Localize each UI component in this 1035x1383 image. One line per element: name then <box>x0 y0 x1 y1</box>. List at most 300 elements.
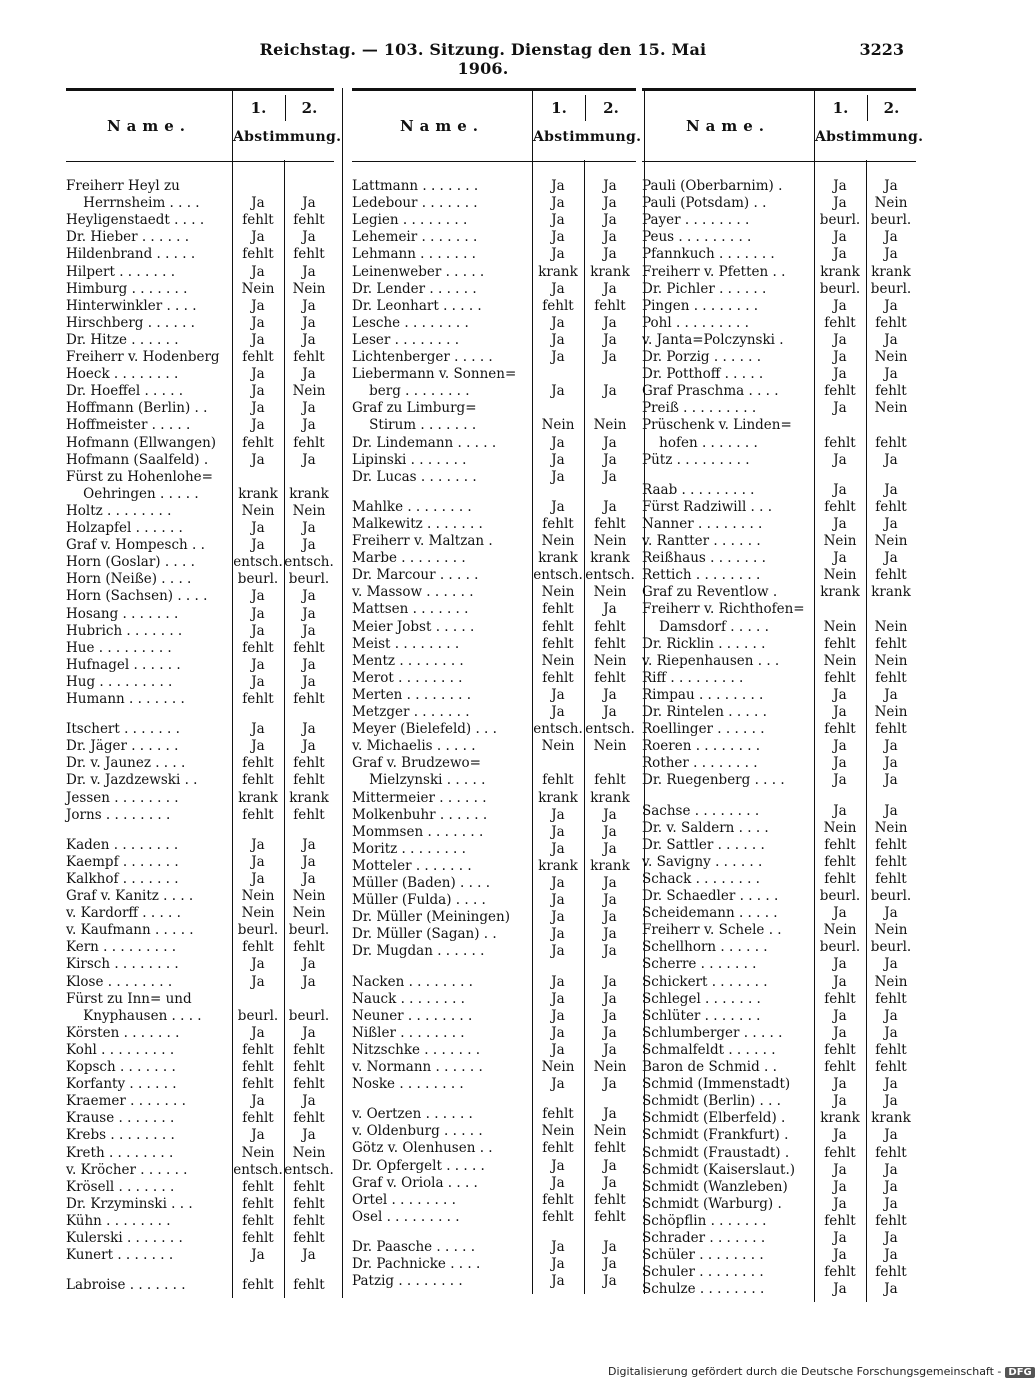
table-row <box>66 974 334 991</box>
table-row <box>642 1145 916 1162</box>
table-header <box>352 88 642 162</box>
table-row <box>642 991 916 1008</box>
vote-1-value: fehlt <box>824 314 856 331</box>
member-name: Körsten . . . . . . . <box>66 1024 180 1041</box>
table-row <box>66 383 334 400</box>
table-row <box>352 567 636 584</box>
vote-1-value: Nein <box>241 280 275 297</box>
vote-2-value: fehlt <box>293 639 325 656</box>
vote-2-value: Ja <box>884 1178 898 1195</box>
vote-1-value: Ja <box>551 875 565 891</box>
vote-1-value: fehlt <box>824 1144 856 1161</box>
vote-1-value: Ja <box>251 656 265 673</box>
vote-2-value: Ja <box>884 550 898 567</box>
vote-1-value: Ja <box>251 229 265 246</box>
table-row <box>66 623 334 640</box>
table-row <box>352 790 636 807</box>
vote-2-value: Ja <box>603 1007 617 1024</box>
table-row <box>352 991 636 1008</box>
vote-1-value: Ja <box>251 297 265 314</box>
vote-1-value: Ja <box>251 1247 265 1264</box>
table-row <box>642 1093 916 1110</box>
table-row <box>352 584 636 601</box>
vote-1-value: Ja <box>251 1127 265 1144</box>
member-name: Dr. Potthoff . . . . . <box>642 366 764 383</box>
member-name: Kühn . . . . . . . . <box>66 1212 171 1229</box>
vote-2-value: Ja <box>884 331 898 348</box>
vote-2-value: Ja <box>884 686 898 703</box>
vote-2-value: Ja <box>884 772 898 789</box>
member-name: Schuler . . . . . . . . <box>642 1264 764 1281</box>
vote-1-value: Ja <box>833 178 847 194</box>
member-name: v. Michaelis . . . . . <box>352 738 476 755</box>
member-name: Leinenweber . . . . . <box>352 263 485 280</box>
vote-2-value: Ja <box>603 840 617 857</box>
member-name: Dr. Hitze . . . . . . <box>66 331 179 348</box>
vote-2-value: Ja <box>302 1247 316 1264</box>
vote-1-value: fehlt <box>242 806 274 823</box>
vote-2-value: Ja <box>884 451 898 468</box>
vote-2-value: Ja <box>884 905 898 922</box>
vote-1-value: Nein <box>241 502 275 519</box>
member-name: Graf Praschma . . . . <box>642 383 779 400</box>
member-name: Dr. v. Jaunez . . . . <box>66 755 186 772</box>
table-row <box>352 435 636 452</box>
table-row <box>642 922 916 939</box>
table-row <box>352 229 636 246</box>
vote-2-value: krank <box>590 263 630 280</box>
vote-2-value: fehlt <box>875 870 907 887</box>
vote-2-value: Ja <box>302 195 316 212</box>
member-name: Nauck . . . . . . . . <box>352 990 465 1007</box>
vote-2-value: Nein <box>874 195 908 212</box>
table-row <box>66 1230 334 1247</box>
table-row <box>352 755 636 772</box>
vote-1-value: fehlt <box>242 1110 274 1127</box>
table-row <box>66 738 334 755</box>
table-row <box>642 1196 916 1213</box>
vote-1-value: beurl. <box>237 1007 279 1024</box>
vote-1-value: Nein <box>541 533 575 549</box>
member-name: Hoeck . . . . . . . . <box>66 366 179 383</box>
vote-2-value: beurl. <box>870 888 912 904</box>
vote-1-value: beurl. <box>237 571 279 588</box>
member-name: berg . . . . . . . . <box>352 383 470 400</box>
vote-2-header: 2. <box>883 99 900 117</box>
vote-2-value: Nein <box>593 1059 627 1075</box>
vote-2-value: Ja <box>603 892 617 909</box>
vote-1-value: fehlt <box>542 772 574 789</box>
member-name: Dr. Opfergelt . . . . . <box>352 1157 485 1174</box>
member-name: Horn (Sachsen) . . . . <box>66 588 208 605</box>
vote-2-value: Ja <box>603 383 617 400</box>
member-name: Dr. Ruegenberg . . . . <box>642 772 785 789</box>
member-name: Marbe . . . . . . . . <box>352 550 466 567</box>
table-row <box>642 246 916 263</box>
vote-1-value: Ja <box>551 1076 565 1093</box>
table-row <box>642 298 916 315</box>
vote-1-value: Ja <box>833 956 847 973</box>
vote-2-value: fehlt <box>293 1212 325 1229</box>
vote-1-value: fehlt <box>824 1212 856 1229</box>
table-row <box>642 332 916 349</box>
vote-2-value: Ja <box>302 417 316 434</box>
vote-2-value: Nein <box>874 349 908 365</box>
vote-2-value: Ja <box>603 280 617 297</box>
member-name: Freiherr v. Pfetten . . <box>642 263 786 280</box>
vote-1-value: Ja <box>251 400 265 417</box>
table-row <box>642 1059 916 1076</box>
member-name: Mattsen . . . . . . . <box>352 601 469 618</box>
table-row <box>352 1123 636 1140</box>
vote-2-value: Nein <box>593 652 627 669</box>
table-row <box>642 820 916 837</box>
vote-2-value: Nein <box>292 905 326 922</box>
table-row <box>66 905 334 922</box>
table-row <box>352 619 636 636</box>
vote-1-value: Nein <box>823 533 857 549</box>
vote-2-value: Ja <box>302 973 316 990</box>
member-name: Schlumberger . . . . . <box>642 1024 783 1041</box>
vote-1-value: Ja <box>251 383 265 400</box>
table-row <box>352 858 636 875</box>
table-row <box>352 926 636 943</box>
vote-numbers <box>815 99 917 123</box>
table-row <box>642 383 916 400</box>
member-name: Schmidt (Kaiserslaut.) <box>642 1161 796 1178</box>
vote-2-value: fehlt <box>594 1208 626 1225</box>
table-row <box>66 1179 334 1196</box>
vote-2-value: Nein <box>593 417 627 434</box>
table-row <box>642 1110 916 1127</box>
vote-2-value: Ja <box>603 1238 617 1255</box>
table-row <box>352 1256 636 1273</box>
member-name: Kaden . . . . . . . . <box>66 836 179 853</box>
vote-1-value: fehlt <box>542 1191 574 1208</box>
vote-1-value: fehlt <box>242 639 274 656</box>
dfg-logo: DFG <box>1005 1367 1034 1378</box>
table-row <box>66 264 334 281</box>
member-name: v. Oldenburg . . . . . <box>352 1123 483 1140</box>
table-row <box>66 657 334 674</box>
vote-1-value: fehlt <box>824 836 856 853</box>
name-column-header: Name. <box>106 117 192 135</box>
vote-2-value: fehlt <box>875 836 907 853</box>
table-row <box>642 366 916 383</box>
table-row <box>66 854 334 871</box>
vote-1-value: Nein <box>541 1059 575 1075</box>
table-row <box>66 939 334 956</box>
table-row <box>352 1059 636 1076</box>
member-name: Merten . . . . . . . . <box>352 686 472 703</box>
table-row <box>642 1025 916 1042</box>
vote-2-value: fehlt <box>594 772 626 789</box>
vote-1-value: Nein <box>541 1123 575 1140</box>
member-name: Schmidt (Frankfurt) . <box>642 1127 789 1144</box>
member-name: Rother . . . . . . . . <box>642 755 758 772</box>
member-name: Dr. Pachnicke . . . . <box>352 1256 481 1272</box>
member-name: Hirschberg . . . . . . <box>66 314 195 331</box>
vote-2-value: Nein <box>874 704 908 720</box>
table-row <box>66 486 334 503</box>
member-name: v. Oertzen . . . . . . <box>352 1106 473 1123</box>
vote-1-value: Ja <box>551 1256 565 1272</box>
table-row <box>352 943 636 960</box>
table-row <box>642 1213 916 1230</box>
vote-2-value: fehlt <box>875 990 907 1007</box>
vote-2-value: Nein <box>593 1123 627 1140</box>
vote-2-value: Ja <box>603 331 617 348</box>
vote-2-value: Nein <box>292 1144 326 1161</box>
member-name: Hoffmann (Berlin) . . <box>66 400 208 417</box>
vote-2-value: Ja <box>603 212 617 229</box>
table-row <box>352 824 636 841</box>
vote-1-value: Ja <box>833 704 847 720</box>
vote-header-divider <box>585 95 586 121</box>
vote-2-value: beurl. <box>870 212 912 229</box>
vote-1-value: fehlt <box>242 349 274 365</box>
table-row <box>352 721 636 738</box>
member-name: Schlüter . . . . . . . <box>642 1007 761 1024</box>
table-row <box>642 704 916 721</box>
table-row <box>66 755 334 772</box>
vote-2-value: krank <box>871 263 911 280</box>
table-row <box>352 1042 636 1059</box>
vote-1-value: krank <box>538 857 578 874</box>
member-name: Pfannkuch . . . . . . . <box>642 246 775 263</box>
vote-2-value: fehlt <box>594 635 626 652</box>
vote-1-value: fehlt <box>542 1106 574 1123</box>
member-name: Jorns . . . . . . . . <box>66 806 171 823</box>
vote-1-value: fehlt <box>242 1076 274 1093</box>
vote-1-value: Ja <box>551 1157 565 1174</box>
vote-1-value: Ja <box>833 229 847 246</box>
table-row <box>352 332 636 349</box>
vote-2-value: Ja <box>603 1174 617 1191</box>
vote-1-value: Ja <box>833 1127 847 1144</box>
member-name: Klose . . . . . . . . <box>66 973 173 990</box>
vote-2-value: Ja <box>884 1127 898 1144</box>
table-row <box>642 974 916 991</box>
vote-2-value: Ja <box>884 1230 898 1246</box>
member-name: Scherre . . . . . . . <box>642 956 757 973</box>
table-row <box>642 721 916 738</box>
vote-1-value: fehlt <box>542 601 574 618</box>
table-row <box>642 1076 916 1093</box>
member-name: Kalkhof . . . . . . . <box>66 870 179 887</box>
member-name: Lehmann . . . . . . . <box>352 246 476 263</box>
vote-1-value: Ja <box>251 366 265 383</box>
vote-2-value: krank <box>289 485 329 502</box>
member-name: Preiß . . . . . . . . . <box>642 400 757 417</box>
vote-1-value: Ja <box>551 178 565 194</box>
table-row <box>66 871 334 888</box>
vote-1-value: Ja <box>251 673 265 690</box>
vote-1-value: Ja <box>551 909 565 926</box>
member-name: Schmid (Immenstadt) <box>642 1076 791 1093</box>
table-row <box>66 400 334 417</box>
vote-1-value: Ja <box>251 836 265 853</box>
table-row <box>66 246 334 263</box>
vote-1-value: Ja <box>833 400 847 417</box>
member-name: Rimpau . . . . . . . . <box>642 686 764 703</box>
vote-1-value: Ja <box>551 383 565 400</box>
vote-1-value: Ja <box>833 1281 847 1298</box>
member-name: Dr. Krzyminski . . . <box>66 1195 193 1212</box>
table-row <box>66 1196 334 1213</box>
vote-2-value: Ja <box>302 297 316 314</box>
vote-2-value: Ja <box>884 738 898 755</box>
table-row <box>66 1110 334 1127</box>
member-name: Hosang . . . . . . . <box>66 605 179 622</box>
table-row <box>66 1025 334 1042</box>
vote-2-value: fehlt <box>875 567 907 584</box>
table-row <box>642 1247 916 1264</box>
vote-2-value: entsch. <box>585 567 635 584</box>
vote-1-value: Ja <box>551 823 565 840</box>
vote-1-value: Ja <box>833 515 847 532</box>
vote-1-value: Ja <box>551 434 565 451</box>
vote-1-value: Ja <box>833 195 847 212</box>
vote-1-value: Ja <box>833 331 847 348</box>
table-row <box>352 909 636 926</box>
vote-1-value: Ja <box>551 498 565 515</box>
table-row <box>66 349 334 366</box>
name-column-header: Name. <box>685 117 771 135</box>
footer-credit: Digitalisierung gefördert durch die Deutsche Forschungsgemeinschaft - <box>608 1365 1002 1378</box>
table-row <box>352 875 636 892</box>
table-row <box>642 1281 916 1298</box>
vote-1-value: fehlt <box>824 635 856 652</box>
member-name: Nanner . . . . . . . . <box>642 515 763 532</box>
member-name: Schüler . . . . . . . . <box>642 1247 764 1264</box>
vote-2-value: krank <box>871 584 911 601</box>
table-row <box>642 1008 916 1025</box>
vote-2-value: Ja <box>302 314 316 331</box>
table-row <box>352 772 636 789</box>
vote-1-value: Ja <box>551 1174 565 1191</box>
vote-2-value: fehlt <box>293 1230 325 1246</box>
vote-2-value: Ja <box>884 802 898 819</box>
member-name: Lattmann . . . . . . . <box>352 178 479 194</box>
member-name: Hildenbrand . . . . . <box>66 246 196 263</box>
vote-2-value: krank <box>289 789 329 806</box>
member-name: Kraemer . . . . . . . <box>66 1093 186 1110</box>
table-row <box>66 435 334 452</box>
table-row <box>642 229 916 246</box>
member-name: v. Riepenhausen . . . <box>642 652 780 669</box>
member-name: Dr. Pichler . . . . . . <box>642 280 767 297</box>
table-row <box>352 1106 636 1123</box>
member-name: Pauli (Potsdam) . . <box>642 195 767 212</box>
table-row <box>66 554 334 571</box>
vote-2-value: Ja <box>302 870 316 887</box>
member-name: Lipinski . . . . . . . <box>352 451 467 468</box>
vote-2-value: Ja <box>302 673 316 690</box>
vote-1-value: fehlt <box>242 1195 274 1212</box>
table-row <box>66 922 334 939</box>
vote-2-value: fehlt <box>875 853 907 870</box>
table-row <box>642 499 916 516</box>
table-row <box>66 195 334 212</box>
table-row <box>352 417 636 434</box>
member-name: Meist . . . . . . . . <box>352 635 460 652</box>
member-name: Schlegel . . . . . . . <box>642 990 761 1007</box>
vote-2-value: fehlt <box>293 772 325 789</box>
member-name: Jessen . . . . . . . . <box>66 789 179 806</box>
member-name: Schmalfeldt . . . . . . <box>642 1041 776 1058</box>
member-name: Nitzschke . . . . . . . <box>352 1041 481 1058</box>
table-row <box>66 332 334 349</box>
table-row <box>66 537 334 554</box>
member-name: Liebermann v. Sonnen= <box>352 366 517 383</box>
table-row <box>642 905 916 922</box>
table-row <box>66 229 334 246</box>
table-row <box>352 315 636 332</box>
vote-2-value: beurl. <box>288 1007 330 1024</box>
vote-1-value: Ja <box>551 1273 565 1290</box>
member-name: Herrnsheim . . . . <box>66 195 200 212</box>
vote-2-value: Nein <box>593 738 627 755</box>
vote-2-value: krank <box>590 789 630 806</box>
vote-1-value: Ja <box>833 550 847 567</box>
vote-1-value: fehlt <box>242 1212 274 1229</box>
vote-1-value: Ja <box>833 246 847 263</box>
vote-2-value: Ja <box>302 263 316 280</box>
member-name: v. Kröcher . . . . . . <box>66 1161 188 1178</box>
member-name: Dr. Lender . . . . . . <box>352 280 477 297</box>
table-row <box>642 435 916 452</box>
vote-divider <box>584 160 585 1294</box>
member-name: Damsdorf . . . . . <box>642 618 769 635</box>
table-row <box>66 691 334 708</box>
member-name: Schmidt (Warburg) . <box>642 1195 782 1212</box>
vote-2-value: Ja <box>884 1247 898 1264</box>
member-name: v. Savigny . . . . . . <box>642 853 763 870</box>
footer <box>608 1365 1035 1378</box>
vote-2-value: Nein <box>874 819 908 836</box>
member-name: Schellhorn . . . . . . <box>642 939 768 956</box>
table-row <box>352 298 636 315</box>
vote-2-value: Ja <box>603 1256 617 1272</box>
vote-2-value: Ja <box>302 853 316 870</box>
table-row <box>66 790 334 807</box>
vote-1-value: Ja <box>251 331 265 348</box>
vote-2-value: fehlt <box>293 349 325 365</box>
member-name: Krause . . . . . . . <box>66 1110 175 1127</box>
table-row <box>642 516 916 533</box>
member-name: Dr. Müller (Meiningen) <box>352 909 510 926</box>
member-name: Malkewitz . . . . . . . <box>352 515 483 532</box>
vote-1-value: fehlt <box>242 1059 274 1075</box>
member-name: Ortel . . . . . . . . <box>352 1191 456 1208</box>
member-name: Schulze . . . . . . . . <box>642 1281 765 1298</box>
vote-1-value: Ja <box>551 451 565 468</box>
table-row <box>642 854 916 871</box>
member-name: Raab . . . . . . . . . <box>642 481 755 498</box>
table-header <box>66 88 342 162</box>
table-row <box>352 807 636 824</box>
member-name: Pauli (Oberbarnim) . <box>642 178 783 194</box>
vote-1-value: Ja <box>251 588 265 605</box>
vote-1-value: Ja <box>251 973 265 990</box>
vote-2-value: fehlt <box>875 434 907 451</box>
table-row <box>352 1025 636 1042</box>
table-row <box>642 653 916 670</box>
vote-2-value: Ja <box>884 297 898 314</box>
vote-1-value: Ja <box>833 297 847 314</box>
member-name: Peus . . . . . . . . . <box>642 229 752 246</box>
